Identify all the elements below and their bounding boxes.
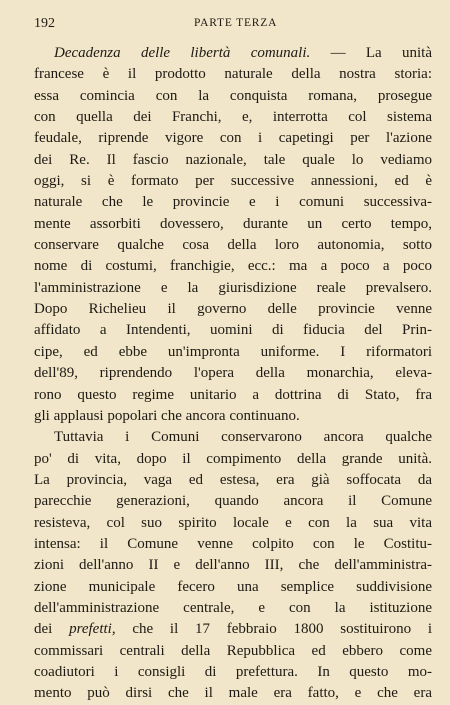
text-line (34, 470, 432, 491)
text-line (34, 598, 432, 619)
text-segment: po' di vita, dopo il compimento della grande unità. (34, 450, 432, 467)
text-segment: dei (34, 621, 70, 638)
text-segment: intensa: il Comune venne colpito con le Costitu- (34, 535, 432, 552)
text-segment: , che il 17 febbraio 1800 sostituirono i (111, 621, 432, 638)
text-line (34, 555, 432, 576)
running-head: PARTE TERZA (194, 17, 278, 29)
text-segment: feudale, riprende vigore con i capetingi per l'azione (34, 130, 432, 147)
text-segment: resisteva, col suo spirito locale e con la sua vita (34, 514, 432, 531)
text-segment: conservare qualche cosa della loro autonomia, sotto (34, 237, 432, 254)
text-segment: parecchie generazioni, quando ancora il Comune (34, 493, 432, 510)
text-line (34, 683, 432, 704)
text-line (34, 320, 432, 341)
text-line (34, 385, 432, 406)
text-segment: dei Re. Il fascio nazionale, tale quale lo vediamo (34, 151, 432, 168)
text-line (34, 43, 432, 64)
text-segment: francese è il prodotto naturale della nostra storia: (34, 66, 432, 83)
text-line (34, 214, 432, 235)
text-segment: Dopo Richelieu il governo delle provincie venne (34, 301, 432, 318)
text-segment: zioni dell'anno II e dell'anno III, che dell'amministra- (34, 557, 432, 574)
italic-text: Decadenza delle libertà comunali. (54, 45, 311, 61)
body-text (34, 43, 432, 705)
text-segment: con quella dei Franchi, e, interrotta col sistema (34, 109, 432, 126)
text-line (34, 342, 432, 363)
text-line (34, 107, 432, 128)
page-header (34, 16, 428, 32)
text-line (34, 64, 432, 85)
text-line (34, 150, 432, 171)
text-segment: essa comincia con la conquista romana, prosegue (34, 87, 432, 104)
text-line (34, 534, 432, 555)
text-line (34, 256, 432, 277)
text-line (34, 235, 432, 256)
text-line (34, 299, 432, 320)
text-line (34, 128, 432, 149)
text-segment: cipe, ed ebbe un'impronta uniforme. I riformatori (34, 343, 432, 360)
page-number: 192 (34, 16, 55, 31)
text-line (34, 192, 432, 213)
text-segment: dell'89, riprendendo l'opera della monarchia, eleva- (34, 365, 432, 382)
text-segment: dell'amministrazione centrale, e con la istituzione (34, 599, 432, 616)
text-segment: oggi, si è formato per successive annessioni, ed è (34, 173, 432, 190)
text-line (34, 278, 432, 299)
text-segment: nome di costumi, franchigie, ecc.: ma a poco a poco (34, 258, 432, 275)
text-segment: mento può dirsi che il male era fatto, e che era (34, 685, 432, 702)
text-line (34, 619, 432, 640)
text-line (34, 171, 432, 192)
text-line (34, 427, 432, 448)
text-line (34, 491, 432, 512)
text-line (34, 86, 432, 107)
text-line (34, 363, 432, 384)
text-line (34, 641, 432, 662)
text-segment: Tuttavia i Comuni conservarono ancora qualche (54, 429, 432, 446)
text-segment: gli applausi popolari che ancora continuano. (34, 407, 300, 424)
text-segment: — La unità (310, 45, 432, 61)
text-segment: affidato a Intendenti, uomini di fiducia del Prin- (34, 322, 432, 339)
text-segment: commissari centrali della Repubblica ed ebbero come (34, 642, 432, 659)
text-line (34, 406, 432, 427)
text-line (34, 577, 432, 598)
text-segment: rono questo regime unitario a dottrina di Stato, fra (34, 386, 432, 403)
text-segment: La provincia, vaga ed estesa, era già soffocata da (34, 471, 432, 488)
text-segment: coadiutori i consigli di prefettura. In questo mo- (34, 663, 432, 680)
text-segment: mente assorbiti dovessero, durante un certo tempo, (34, 215, 432, 232)
text-segment: naturale che le provincie e i comuni successiva- (34, 194, 432, 211)
text-line (34, 513, 432, 534)
italic-text: prefetti (69, 621, 112, 638)
text-segment: l'amministrazione e la giurisdizione reale prevalsero. (34, 279, 432, 296)
text-line (34, 449, 432, 470)
text-line (34, 662, 432, 683)
text-segment: zione municipale fecero una semplice suddivisione (34, 578, 432, 595)
